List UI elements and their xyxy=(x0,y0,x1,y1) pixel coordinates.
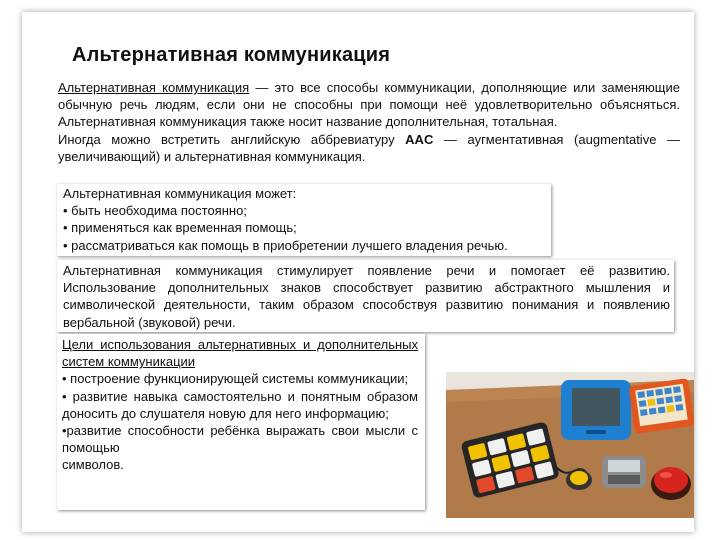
list-item: • развитие навыка самостоятельно и понятным образом доносить до слушателя новую для него информацию; xyxy=(62,388,418,421)
intro-definition: — это все способы коммуникации, дополняющие или заменяющие обычную речь людям, если они не способны при помощи неё удовлетворительно объясняться. Альтернативная коммуникация также носит название дополнительная, тотальная. xyxy=(58,80,680,130)
abbrev: AAC xyxy=(405,131,434,147)
page-title: Альтернативная коммуникация xyxy=(72,44,391,66)
list-item: символов. xyxy=(62,457,124,473)
communicator-device-icon xyxy=(602,456,646,488)
list-item: • быть необходима постоянно; xyxy=(63,203,247,219)
symbol-board-icon xyxy=(629,378,694,434)
can-be-text xyxy=(63,185,549,254)
list-item: • применяться как временная помощь; xyxy=(63,220,297,236)
intro-term: Альтернативная коммуникация xyxy=(58,80,250,95)
yellow-switch-icon xyxy=(566,470,592,490)
abbrev-suffix: — аугментативная (augmentative — увеличивающий) и альтернативная коммуникация. xyxy=(58,131,680,164)
list-item: • рассматриваться как помощь в приобретении лучшего владения речью. xyxy=(63,237,508,253)
intro-paragraph xyxy=(58,79,680,165)
can-be-lead: Альтернативная коммуникация может: xyxy=(63,186,297,201)
tablet-device-icon xyxy=(561,380,631,440)
goals-text xyxy=(62,336,418,474)
communication-devices-photo xyxy=(446,372,694,518)
list-item: • построение функционирующей системы коммуникации; xyxy=(62,371,409,387)
stimulates-text: Альтернативная коммуникация стимулирует появление речи и помогает её развитию. Использование дополнительных знаков способствует развитию абстрактного мышления и символической деятельности, таким образом способствуя развитию понимания и появлению вербальной (звуковой) речи. xyxy=(63,263,670,330)
goals-heading: Цели использования альтернативных и дополнительных систем коммуникации xyxy=(62,337,418,370)
list-item: •развитие способности ребёнка выражать свои мысли с помощью xyxy=(62,423,418,456)
abbrev-prefix: Иногда можно встретить английскую аббревиатуру xyxy=(58,131,406,147)
